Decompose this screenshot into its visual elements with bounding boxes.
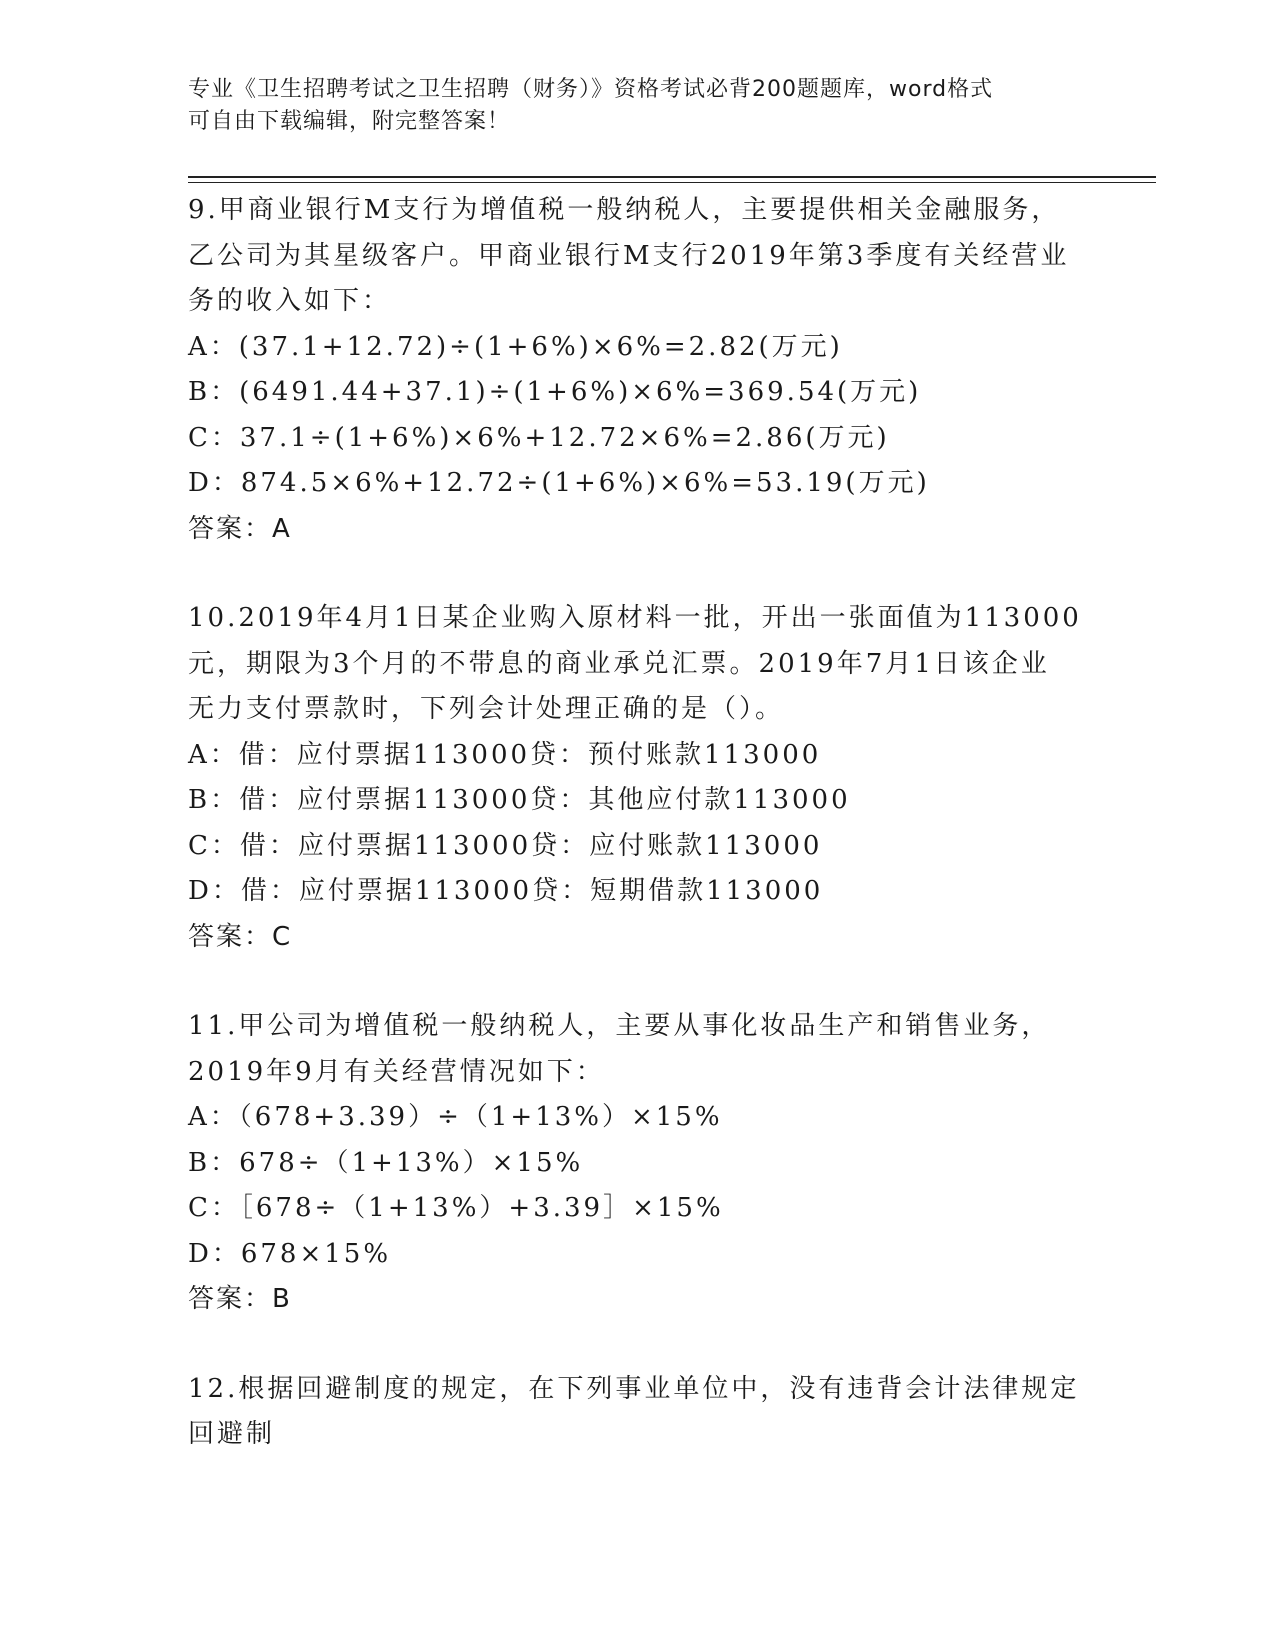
header-line-1: 专业《卫生招聘考试之卫生招聘（财务）》资格考试必背200题题库，word格式 [188, 77, 994, 102]
option-c: C：［678÷（1+13%）+3.39］×15% [188, 1193, 724, 1223]
question-stem-line: 2019年9月有关经营情况如下： [188, 1056, 605, 1087]
question-9 [188, 188, 1088, 552]
option-c: C：借：应付票据113000贷：应付账款113000 [188, 830, 823, 861]
document-header [188, 74, 1088, 138]
question-11 [188, 1004, 1088, 1323]
question-stem-line: 10.2019年4月1日某企业购入原材料一批，开出一张面值为113000 [188, 603, 1082, 633]
header-line-2: 可自由下载编辑，附完整答案！ [188, 109, 511, 134]
question-stem-line: 务的收入如下： [188, 286, 392, 316]
option-d: D：借：应付票据113000贷：短期借款113000 [188, 876, 824, 906]
question-stem-line: 9.甲商业银行M支行为增值税一般纳税人，主要提供相关金融服务， [188, 195, 1061, 225]
option-a: A：借：应付票据113000贷：预付账款113000 [188, 739, 822, 770]
option-b: B：借：应付票据113000贷：其他应付款113000 [188, 785, 851, 815]
question-stem-line: 回避制 [188, 1419, 276, 1449]
question-12 [188, 1367, 1088, 1458]
header-divider-thin [188, 182, 1156, 183]
option-d: D：874.5×6%+12.72÷(1+6%)×6%=53.19(万元) [188, 468, 930, 498]
option-a: A：（678+3.39）÷（1+13%）×15% [188, 1102, 723, 1132]
question-stem-line: 11.甲公司为增值税一般纳税人，主要从事化妆品生产和销售业务， [188, 1011, 1051, 1041]
question-10 [188, 596, 1088, 960]
question-list [188, 188, 1088, 1502]
option-a: A：(37.1+12.72)÷(1+6%)×6%=2.82(万元) [188, 331, 843, 362]
option-d: D：678×15% [188, 1238, 392, 1269]
question-stem-line: 元，期限为3个月的不带息的商业承兑汇票。2019年7月1日该企业 [188, 648, 1050, 679]
option-b: B：(6491.44+37.1)÷(1+6%)×6%=369.54(万元) [188, 377, 922, 407]
answer-line: 答案：B [188, 1284, 292, 1314]
question-stem-line: 无力支付票款时，下列会计处理正确的是（）。 [188, 694, 785, 724]
header-divider-thick [188, 176, 1156, 178]
question-stem-line: 乙公司为其星级客户。甲商业银行M支行2019年第3季度有关经营业 [188, 240, 1070, 271]
answer-line: 答案：C [188, 921, 293, 952]
option-b: B：678÷（1+13%）×15% [188, 1147, 584, 1178]
option-c: C：37.1÷(1+6%)×6%+12.72×6%=2.86(万元) [188, 422, 890, 453]
answer-line: 答案：A [188, 513, 292, 544]
question-stem-line: 12.根据回避制度的规定，在下列事业单位中，没有违背会计法律规定 [188, 1373, 1080, 1404]
